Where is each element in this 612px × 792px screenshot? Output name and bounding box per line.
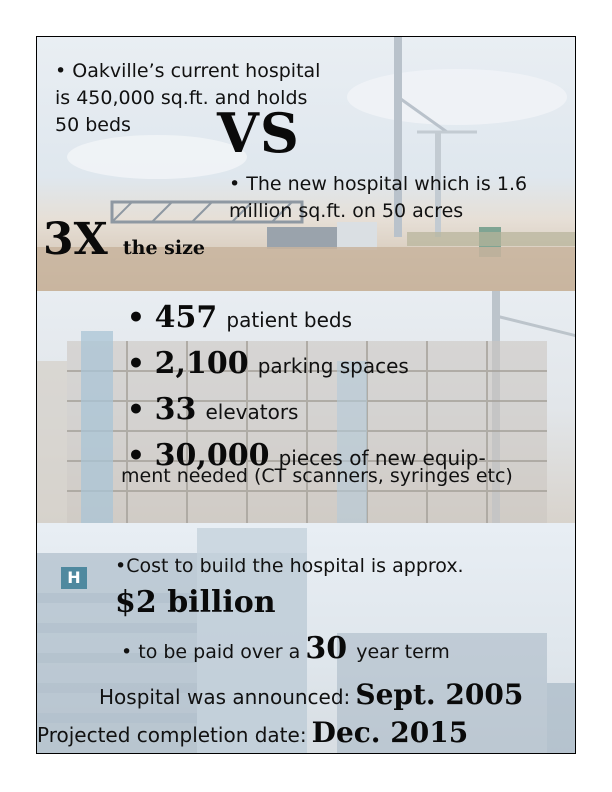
parking-spaces-label: parking spaces: [257, 354, 409, 378]
equipment-label-continued: ment needed (CT scanners, syringes etc): [121, 465, 513, 487]
term-prefix: • to be paid over a: [121, 641, 301, 663]
equipment-count: 30,000: [154, 438, 270, 473]
comparison-panel: [37, 37, 575, 291]
term-years: 30: [305, 631, 348, 666]
size-comparison: [43, 215, 205, 274]
completion-value: Dec. 2015: [311, 716, 469, 749]
patient-beds-count: 457: [154, 300, 218, 335]
statistics-panel: [37, 291, 575, 523]
list-item: • 457 patient beds: [127, 300, 353, 335]
term-suffix: year term: [356, 641, 450, 663]
cost-text: •Cost to build the hospital is approx.: [115, 555, 464, 577]
current-hospital-line: • Oakville’s current hospital: [55, 60, 321, 82]
new-hospital-line: • The new hospital which is 1.6: [229, 173, 528, 195]
vs-label: VS: [217, 101, 300, 165]
completion-label: Projected completion date:: [37, 723, 307, 747]
size-multiplier: 3X: [43, 214, 108, 265]
completion-date: [37, 713, 468, 754]
statistics-list: [127, 297, 486, 481]
size-caption: the size: [122, 237, 205, 259]
cost-timeline-panel: [37, 523, 575, 754]
patient-beds-label: patient beds: [226, 308, 353, 332]
payment-term: [121, 629, 450, 673]
new-hospital-text: [229, 171, 527, 225]
hospital-sign-icon: H: [67, 568, 81, 587]
announced-value: Sept. 2005: [355, 678, 524, 711]
equipment-label: pieces of new equip-: [278, 446, 486, 470]
parking-spaces-count: 2,100: [154, 346, 249, 381]
elevators-count: 33: [154, 392, 197, 427]
list-item: • 30,000 pieces of new equip-: [127, 438, 486, 473]
infographic-frame: [36, 36, 576, 754]
announced-label: Hospital was announced:: [99, 685, 351, 709]
list-item: • 2,100 parking spaces: [127, 346, 409, 381]
new-hospital-line: million sq.ft. on 50 acres: [229, 200, 464, 222]
list-item: • 33 elevators: [127, 392, 299, 427]
cost-value: $2 billion: [115, 585, 276, 620]
current-hospital-line: is 450,000 sq.ft. and holds: [55, 87, 308, 109]
current-hospital-line: 50 beds: [55, 114, 131, 136]
elevators-label: elevators: [205, 400, 299, 424]
